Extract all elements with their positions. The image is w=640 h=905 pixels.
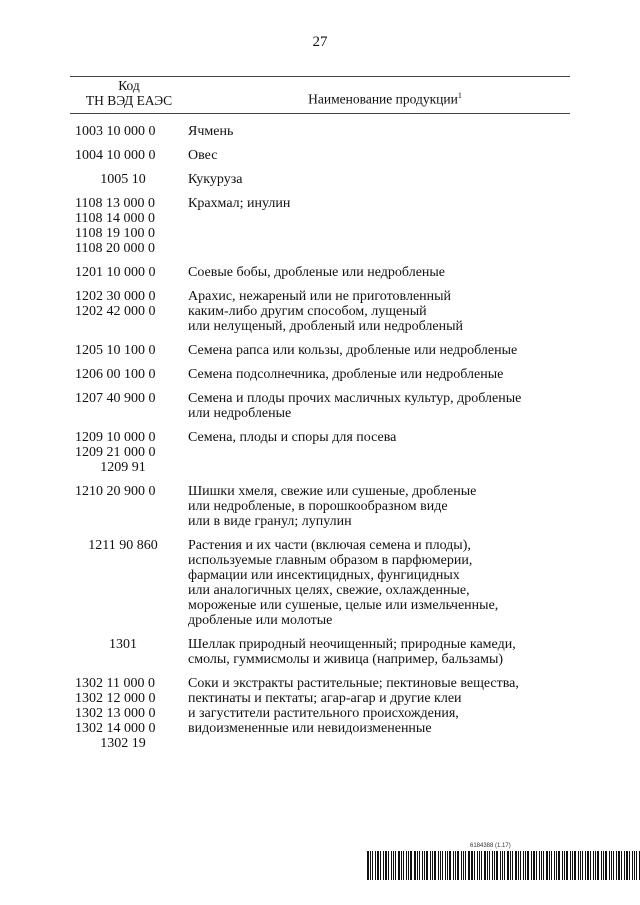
barcode-bar	[510, 851, 511, 880]
code-line: 1005 10	[100, 172, 146, 187]
barcode-bar	[434, 851, 436, 880]
barcode-bar	[536, 851, 537, 880]
barcode	[367, 851, 640, 880]
product-code	[75, 172, 171, 187]
product-name	[188, 676, 519, 751]
barcode-bar	[574, 851, 576, 880]
barcode-bar	[438, 851, 439, 880]
barcode-bar	[481, 851, 482, 880]
barcode-bar	[518, 851, 519, 880]
barcode-bar	[461, 851, 462, 880]
code-line: 1209 91	[100, 460, 146, 475]
barcode-bar	[616, 851, 617, 880]
barcode-bar	[512, 851, 513, 880]
barcode-bar	[422, 851, 423, 880]
description-line: Овес	[188, 148, 218, 163]
barcode-bar	[580, 851, 581, 880]
description-line: или аналогичных целях, свежие, охлажденные,	[188, 583, 470, 598]
description-line: или недробленые	[188, 406, 292, 421]
barcode-bar	[533, 851, 535, 880]
description-line: Кукуруза	[188, 172, 243, 187]
product-code	[75, 538, 171, 628]
barcode-bar	[582, 851, 583, 880]
barcode-bar	[408, 851, 409, 880]
description-line: смолы, гуммисмолы и живица (например, бальзамы)	[188, 652, 504, 667]
description-line: Арахис, нежареный или не приготовленный	[188, 289, 452, 304]
product-code	[75, 343, 171, 358]
description-line: Крахмал; инулин	[188, 196, 291, 211]
product-code	[75, 676, 171, 751]
barcode-bar	[410, 851, 412, 880]
code-column-header	[70, 78, 188, 108]
barcode-bar	[406, 851, 407, 880]
description-line: Ячмень	[188, 124, 234, 139]
product-name	[188, 637, 516, 667]
barcode-bar	[543, 851, 544, 880]
table-row	[75, 484, 575, 529]
barcode-bar	[463, 851, 464, 880]
barcode-bar	[479, 851, 480, 880]
barcode-bar	[605, 851, 607, 880]
description-line: Соевые бобы, дробленые или недробленые	[188, 265, 446, 280]
description-line: Шеллак природный неочищенный; природные камеди,	[188, 637, 516, 652]
code-line: 1108 13 000 0	[75, 196, 155, 211]
barcode-bar	[494, 851, 495, 880]
barcode-bar	[504, 851, 505, 880]
product-code	[75, 484, 171, 529]
table-row	[75, 124, 575, 139]
barcode-bar	[424, 851, 425, 880]
barcode-bar	[419, 851, 420, 880]
barcode-bar	[551, 851, 552, 880]
barcode-bar	[449, 851, 451, 880]
barcode-bar	[626, 851, 628, 880]
product-code	[75, 265, 171, 280]
barcode-bar	[430, 851, 431, 880]
barcode-bar	[601, 851, 602, 880]
barcode-bar	[385, 851, 387, 880]
description-line: Семена подсолнечника, дробленые или недробленые	[188, 367, 504, 382]
product-code	[75, 289, 171, 334]
barcode-bar	[621, 851, 622, 880]
table-row	[75, 367, 575, 382]
barcode-bar	[457, 851, 459, 880]
product-name	[188, 538, 498, 628]
barcode-bar	[515, 851, 517, 880]
barcode-bar	[554, 851, 555, 880]
barcode-bar	[391, 851, 392, 880]
code-header-line1: Код	[118, 78, 140, 93]
table-header	[70, 78, 570, 112]
description-line: видоизмененные или невидоизмененные	[188, 721, 432, 736]
barcode-bar	[566, 851, 568, 880]
code-header-line2: ТН ВЭД ЕАЭС	[85, 93, 173, 108]
barcode-bar	[455, 851, 456, 880]
table-row	[75, 676, 575, 751]
barcode-bar	[558, 851, 560, 880]
description-line: пектинаты и пектаты; агар-агар и другие клеи	[188, 691, 462, 706]
barcode-bar	[597, 851, 599, 880]
description-line: Семена рапса или кользы, дробленые или недробленые	[188, 343, 518, 358]
barcode-bar	[395, 851, 396, 880]
description-line: дробленые или молотые	[188, 613, 333, 628]
barcode-bar	[474, 851, 475, 880]
code-line: 1301	[109, 637, 137, 652]
barcode-bar	[609, 851, 610, 880]
barcode-bar	[587, 851, 589, 880]
product-name	[188, 484, 476, 529]
barcode-bar	[471, 851, 473, 880]
product-name	[188, 289, 463, 334]
page-number: 27	[312, 34, 328, 50]
barcode-bar	[380, 851, 381, 880]
barcode-bar	[611, 851, 612, 880]
code-line: 1302 19	[100, 736, 146, 751]
barcode-bar	[432, 851, 433, 880]
code-line: 1003 10 000 0	[75, 124, 156, 139]
barcode-bar	[453, 851, 454, 880]
code-line: 1202 30 000 0	[75, 289, 156, 304]
description-line: Семена и плоды прочих масличных культур, дробленые	[188, 391, 522, 406]
table-row	[75, 391, 575, 421]
barcode-bar	[440, 851, 441, 880]
product-code	[75, 391, 171, 421]
barcode-bar	[477, 851, 478, 880]
barcode-bar	[632, 851, 633, 880]
barcode-bar	[426, 851, 428, 880]
table-body	[75, 124, 575, 760]
barcode-bar	[523, 851, 524, 880]
description-line: мороженые или сушеные, целые или измельченные,	[188, 598, 499, 613]
barcode-bar	[507, 851, 509, 880]
description-line: каким-либо другим способом, лущеный	[188, 304, 427, 319]
product-code	[75, 637, 171, 667]
description-line: Растения и их части (включая семена и плоды),	[188, 538, 471, 553]
barcode-bar	[393, 851, 394, 880]
barcode-bar	[398, 851, 400, 880]
barcode-bar	[578, 851, 579, 880]
code-line: 1207 40 900 0	[75, 391, 156, 406]
barcode-bar	[442, 851, 443, 880]
code-line: 1209 21 000 0	[75, 445, 156, 460]
description-line: или нелущеный, дробленый или недробленый	[188, 319, 464, 334]
product-code	[75, 430, 171, 475]
description-line: Соки и экстракты растительные; пектиновые вещества,	[188, 676, 519, 691]
barcode-bar	[590, 851, 591, 880]
barcode-bar	[613, 851, 614, 880]
barcode-bar	[525, 851, 526, 880]
table-row	[75, 538, 575, 628]
barcode-bar	[531, 851, 532, 880]
barcode-bar	[484, 851, 486, 880]
product-name	[188, 148, 217, 163]
barcode-bar	[520, 851, 521, 880]
code-line: 1302 14 000 0	[75, 721, 156, 736]
table-row	[75, 289, 575, 334]
product-name	[188, 391, 521, 421]
description-line: Семена, плоды и споры для посева	[188, 430, 397, 445]
product-name	[188, 196, 290, 256]
code-line: 1202 42 000 0	[75, 304, 156, 319]
barcode-bar	[496, 851, 498, 880]
barcode-bar	[401, 851, 402, 880]
table-row	[75, 196, 575, 256]
barcode-bar	[562, 851, 563, 880]
code-line: 1302 13 000 0	[75, 706, 156, 721]
barcode-bar	[417, 851, 418, 880]
table-row	[75, 637, 575, 667]
code-line: 1209 10 000 0	[75, 430, 156, 445]
product-name	[188, 172, 242, 187]
barcode-bar	[527, 851, 529, 880]
table-row	[75, 148, 575, 163]
barcode-bar	[564, 851, 565, 880]
table-top-rule	[70, 76, 570, 77]
code-line: 1108 19 100 0	[75, 226, 155, 241]
table-row	[75, 430, 575, 475]
barcode-bar	[595, 851, 596, 880]
document-stamp: 6184388 (1.17)	[470, 843, 511, 849]
code-line: 1004 10 000 0	[75, 148, 156, 163]
barcode-bar	[593, 851, 594, 880]
name-header-label: Наименование продукции	[308, 91, 458, 107]
table-row	[75, 265, 575, 280]
barcode-bar	[618, 851, 620, 880]
barcode-bar	[414, 851, 416, 880]
code-line: 1211 90 860	[88, 538, 158, 553]
barcode-bar	[489, 851, 490, 880]
barcode-bar	[465, 851, 466, 880]
code-line: 1302 12 000 0	[75, 691, 156, 706]
barcode-bar	[549, 851, 550, 880]
product-code	[75, 367, 171, 382]
barcode-bar	[539, 851, 540, 880]
barcode-bar	[367, 851, 369, 880]
table-row	[75, 343, 575, 358]
code-line: 1206 00 100 0	[75, 367, 156, 382]
barcode-bar	[629, 851, 630, 880]
barcode-bar	[603, 851, 604, 880]
barcode-bar	[377, 851, 379, 880]
barcode-bar	[570, 851, 571, 880]
barcode-bar	[447, 851, 448, 880]
description-line: используемые главным образом в парфюмерии,	[188, 553, 473, 568]
footnote-mark: 1	[457, 91, 462, 100]
product-code	[75, 196, 171, 256]
description-line: фармации или инсектицидных, фунгицидных	[188, 568, 460, 583]
product-name	[188, 367, 503, 382]
product-name	[188, 124, 233, 139]
code-line: 1201 10 000 0	[75, 265, 156, 280]
barcode-bar	[572, 851, 573, 880]
product-code	[75, 124, 171, 139]
barcode-bar	[372, 851, 373, 880]
barcode-bar	[388, 851, 389, 880]
barcode-bar	[585, 851, 586, 880]
barcode-bar	[487, 851, 488, 880]
barcode-bar	[370, 851, 371, 880]
barcode-bar	[546, 851, 548, 880]
table-header-rule	[70, 113, 570, 114]
product-code	[75, 148, 171, 163]
table-row	[75, 172, 575, 187]
code-line: 1302 11 000 0	[75, 676, 155, 691]
barcode-bar	[468, 851, 470, 880]
description-line: и загустители растительного происхождения,	[188, 706, 459, 721]
description-line: Шишки хмеля, свежие или сушеные, дробленые	[188, 484, 477, 499]
barcode-bar	[445, 851, 446, 880]
name-column-header	[220, 88, 550, 107]
barcode-bar	[634, 851, 635, 880]
barcode-bar	[541, 851, 542, 880]
code-line: 1205 10 100 0	[75, 343, 156, 358]
description-line: или в виде гранул; лупулин	[188, 514, 352, 529]
barcode-bar	[636, 851, 637, 880]
barcode-bar	[556, 851, 557, 880]
description-line: или недробленые, в порошкообразном виде	[188, 499, 448, 514]
barcode-bar	[624, 851, 625, 880]
barcode-bar	[375, 851, 376, 880]
code-line: 1108 14 000 0	[75, 211, 155, 226]
barcode-bar	[502, 851, 503, 880]
product-name	[188, 343, 517, 358]
barcode-bar	[383, 851, 384, 880]
barcode-bar	[492, 851, 493, 880]
code-line: 1108 20 000 0	[75, 241, 155, 256]
product-name	[188, 265, 445, 280]
code-line: 1210 20 900 0	[75, 484, 156, 499]
product-name	[188, 430, 396, 475]
barcode-bar	[403, 851, 404, 880]
barcode-bar	[500, 851, 501, 880]
